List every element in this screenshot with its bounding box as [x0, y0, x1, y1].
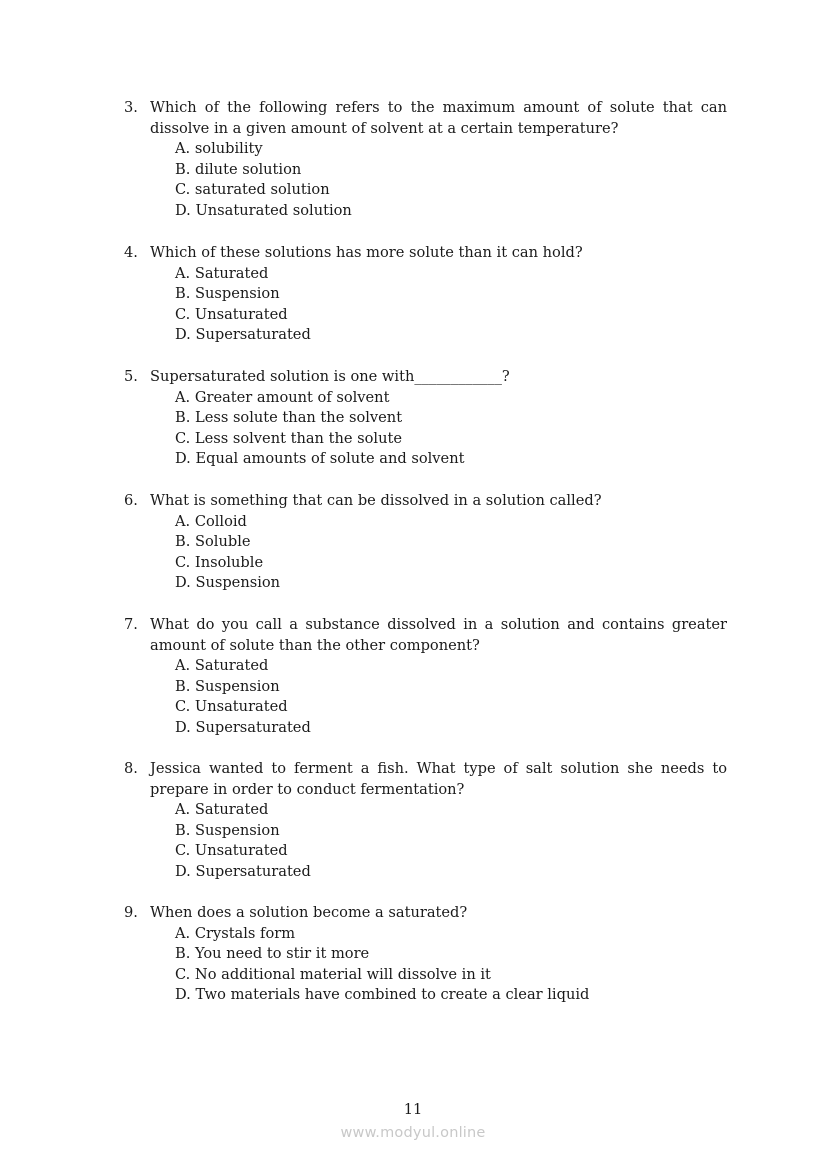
option-c: C. Less solvent than the solute: [175, 429, 402, 447]
option-b: B. Suspension: [175, 821, 280, 839]
question-text: What do you call a substance dissolved in a solution and contains greater amount of solute than the other component?: [150, 616, 727, 654]
page-number: 11: [403, 1101, 423, 1118]
question-text: What is something that can be dissolved in a solution called?: [150, 492, 602, 509]
option-c: C. Unsaturated: [175, 305, 288, 323]
question-6: [124, 491, 727, 594]
option-c: C. Unsaturated: [175, 698, 288, 716]
option-d: D. Suspension: [175, 574, 281, 592]
question-number: 4.: [124, 244, 138, 261]
options-list: [175, 388, 727, 470]
question-text: Supersaturated solution is one with____________?: [150, 368, 510, 385]
option-a: A. Saturated: [175, 801, 269, 819]
option-b: B. Suspension: [175, 677, 280, 695]
option-b: B. Less solute than the solvent: [175, 409, 403, 427]
question-number: 8.: [124, 760, 138, 777]
option-b: B. dilute solution: [175, 160, 302, 178]
option-a: A. Saturated: [175, 264, 269, 282]
option-b: B. Soluble: [175, 533, 251, 551]
options-list: [175, 800, 727, 882]
question-number: 3.: [124, 99, 138, 116]
option-a: A. solubility: [175, 140, 263, 158]
option-c: C. saturated solution: [175, 181, 330, 199]
watermark: www.modyul.online: [340, 1125, 486, 1141]
question-9: [124, 903, 727, 1006]
question-text: Which of these solutions has more solute than it can hold?: [150, 244, 583, 261]
options-list: [175, 264, 727, 346]
question-3: [124, 98, 727, 222]
question-4: [124, 243, 727, 346]
option-d: D. Supersaturated: [175, 718, 311, 736]
option-a: A. Colloid: [175, 512, 247, 530]
option-c: C. Unsaturated: [175, 842, 288, 860]
option-d: D. Unsaturated solution: [175, 201, 352, 219]
option-d: D. Equal amounts of solute and solvent: [175, 450, 465, 468]
options-list: [175, 924, 727, 1006]
options-list: [175, 656, 727, 738]
option-d: D. Two materials have combined to create a clear liquid: [175, 986, 590, 1004]
question-text: When does a solution become a saturated?: [150, 904, 468, 921]
option-a: A. Crystals form: [175, 924, 296, 942]
option-b: B. Suspension: [175, 285, 280, 303]
question-number: 7.: [124, 616, 138, 633]
question-7: [124, 615, 727, 739]
question-5: [124, 367, 727, 470]
option-a: A. Saturated: [175, 657, 269, 675]
option-c: C. Insoluble: [175, 553, 264, 571]
question-text: Which of the following refers to the maximum amount of solute that can dissolve in a given amount of solvent at a certain temperature?: [150, 99, 727, 137]
question-number: 9.: [124, 904, 138, 921]
option-d: D. Supersaturated: [175, 326, 311, 344]
options-list: [175, 139, 727, 221]
option-b: B. You need to stir it more: [175, 945, 370, 963]
option-a: A. Greater amount of solvent: [175, 388, 390, 406]
options-list: [175, 512, 727, 594]
option-d: D. Supersaturated: [175, 862, 311, 880]
question-text: Jessica wanted to ferment a fish. What type of salt solution she needs to prepare in order to conduct fermentation?: [150, 760, 727, 798]
question-8: [124, 759, 727, 883]
option-c: C. No additional material will dissolve in it: [175, 965, 491, 983]
question-number: 5.: [124, 368, 138, 385]
question-number: 6.: [124, 492, 138, 509]
